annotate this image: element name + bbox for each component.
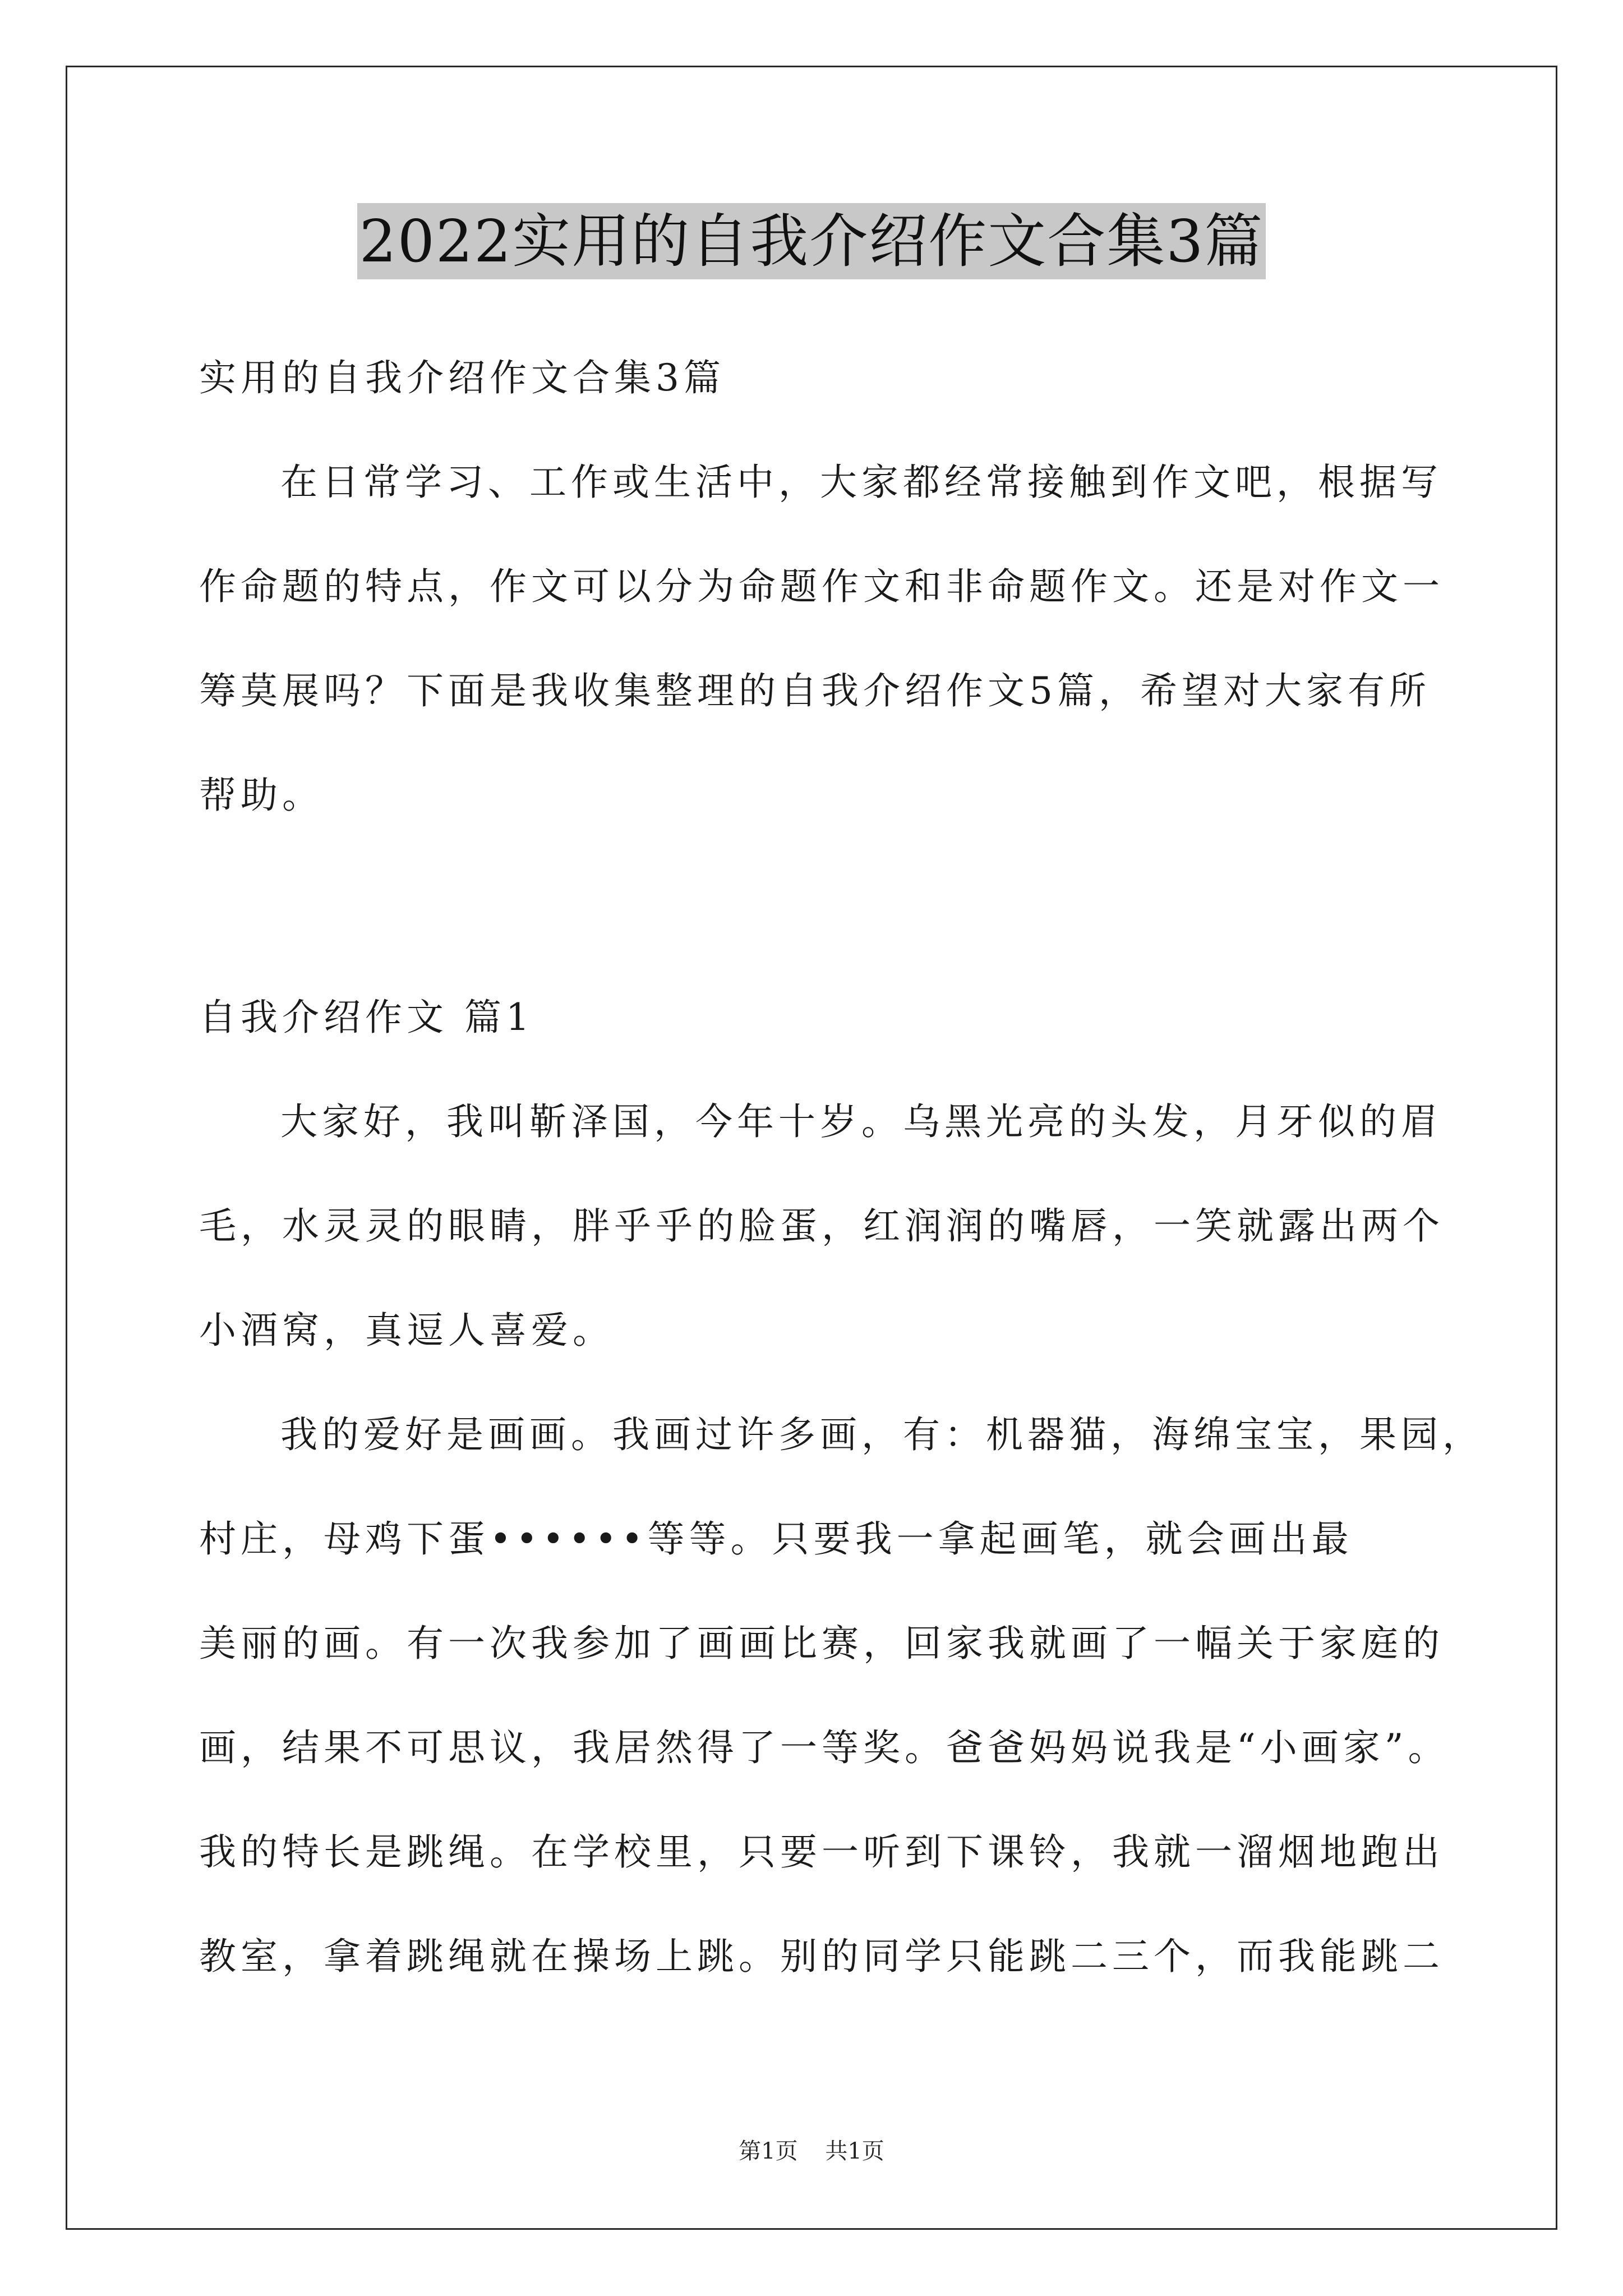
paragraph-line: 画，结果不可思议，我居然得了一等奖。爸爸妈妈说我是“小画家”。 bbox=[199, 1726, 1450, 1769]
document-title: 2022实用的自我介绍作文合集3篇 bbox=[357, 203, 1266, 279]
intro-line: 在日常学习、工作或生活中，大家都经常接触到作文吧，根据写 bbox=[280, 461, 1442, 504]
paragraph-line: 我的特长是跳绳。在学校里，只要一听到下课铃，我就一溜烟地跑出 bbox=[199, 1830, 1444, 1874]
paragraph-line: 毛，水灵灵的眼睛，胖乎乎的脸蛋，红润润的嘴唇，一笑就露出两个 bbox=[199, 1204, 1444, 1248]
title-container bbox=[0, 203, 1623, 279]
intro-line: 筹莫展吗？下面是我收集整理的自我介绍作文5篇，希望对大家有所 bbox=[199, 669, 1431, 712]
intro-line: 作命题的特点，作文可以分为命题作文和非命题作文。还是对作文一 bbox=[199, 565, 1444, 608]
paragraph-line: 大家好，我叫靳泽国，今年十岁。乌黑光亮的头发，月牙似的眉 bbox=[280, 1100, 1442, 1143]
paragraph-line: 小酒窝，真逗人喜爱。 bbox=[199, 1309, 614, 1352]
total-pages: 共1页 bbox=[825, 2138, 884, 2164]
document-subtitle: 实用的自我介绍作文合集3篇 bbox=[199, 356, 725, 399]
paragraph-line: 我的爱好是画画。我画过许多画，有：机器猫，海绵宝宝，果园， bbox=[280, 1413, 1484, 1456]
paragraph-line: 村庄，母鸡下蛋••••••等等。只要我一拿起画笔，就会画出最 bbox=[199, 1517, 1353, 1561]
page-footer bbox=[0, 2137, 1623, 2165]
section-heading: 自我介绍作文 篇1 bbox=[199, 996, 534, 1039]
paragraph-line: 教室，拿着跳绳就在操场上跳。别的同学只能跳二三个，而我能跳二 bbox=[199, 1935, 1444, 1978]
intro-line: 帮助。 bbox=[199, 774, 324, 817]
page-number: 第1页 bbox=[739, 2138, 798, 2164]
paragraph-line: 美丽的画。有一次我参加了画画比赛，回家我就画了一幅关于家庭的 bbox=[199, 1622, 1444, 1665]
